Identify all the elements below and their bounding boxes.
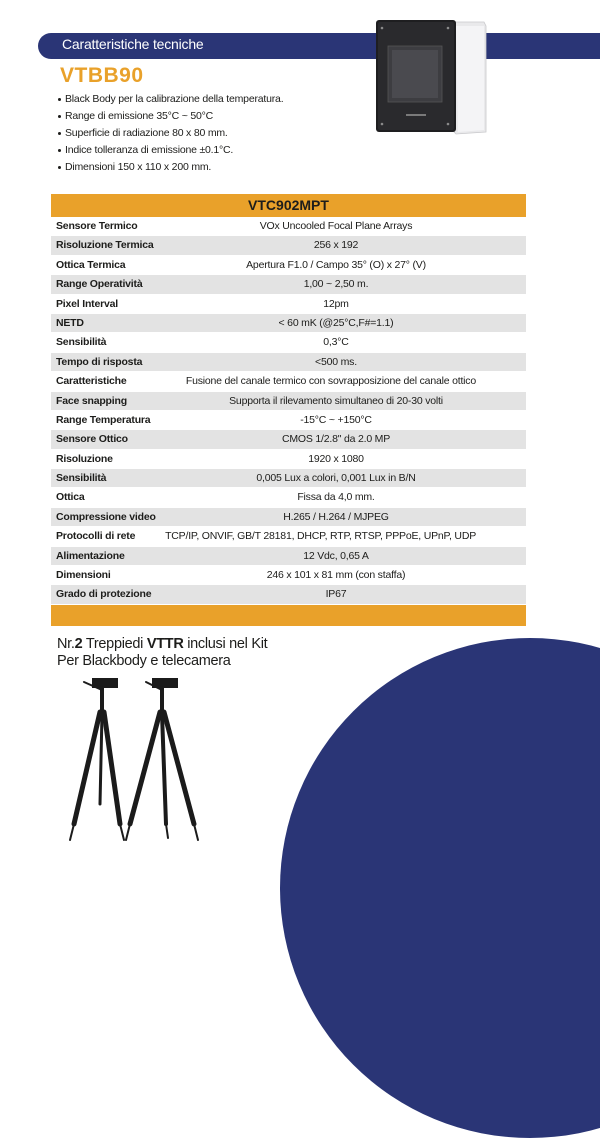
spec-label: Sensore Termico xyxy=(56,220,138,232)
spec-row xyxy=(51,236,526,255)
spec-table-title: VTC902MPT xyxy=(51,194,526,217)
tripod-caption-prefix: Nr. xyxy=(57,636,75,652)
spec-row xyxy=(51,217,526,236)
product-bullet-list xyxy=(58,91,283,176)
tripod-caption xyxy=(57,636,267,670)
section-title: Caratteristiche tecniche xyxy=(62,36,204,52)
spec-label: Compressione video xyxy=(56,510,156,523)
spec-value: H.265 / H.264 / MJPEG xyxy=(283,510,389,523)
spec-value: Apertura F1.0 / Campo 35° (O) x 27° (V) xyxy=(246,258,426,271)
spec-row xyxy=(51,256,526,275)
spec-row xyxy=(51,566,526,585)
spec-label: Tempo di risposta xyxy=(56,355,143,368)
spec-label: Sensibilità xyxy=(56,472,107,485)
spec-value: Supporta il rilevamento simultaneo di 20-30 volti xyxy=(229,394,443,407)
bullet-item: Dimensioni 150 x 110 x 200 mm. xyxy=(58,159,283,176)
spec-row xyxy=(51,314,526,333)
spec-table xyxy=(51,194,526,626)
spec-value: 256 x 192 xyxy=(313,239,359,252)
spec-label: Face snapping xyxy=(56,394,127,407)
spec-label: NETD xyxy=(56,316,84,329)
spec-table-footer-bar xyxy=(51,605,526,626)
spec-label: Grado di protezione xyxy=(56,588,152,601)
spec-row xyxy=(51,547,526,566)
tripods-image xyxy=(62,674,232,844)
spec-value: 1,00 ~ 2,50 m. xyxy=(303,278,369,291)
tripod-caption-line2: Per Blackbody e telecamera xyxy=(57,653,231,669)
spec-row xyxy=(51,333,526,352)
spec-value: VOx Uncooled Focal Plane Arrays xyxy=(259,220,413,232)
spec-value: TCP/IP, ONVIF, GB/T 28181, DHCP, RTP, RTSP, PPPoE, UPnP, UDP xyxy=(165,530,476,543)
spec-row xyxy=(51,411,526,430)
spec-row xyxy=(51,450,526,469)
spec-value: < 60 mK (@25°C,F#=1.1) xyxy=(278,316,394,329)
spec-value: CMOS 1/2.8" da 2.0 MP xyxy=(281,433,391,446)
spec-value: -15°C ~ +150°C xyxy=(300,413,372,426)
spec-label: Sensibilità xyxy=(56,336,107,349)
bullet-item: Indice tolleranza di emissione ±0.1°C. xyxy=(58,142,283,159)
spec-value: 12 Vdc, 0,65 A xyxy=(303,549,369,562)
spec-row xyxy=(51,585,526,604)
tripod-caption-mid: Treppiedi xyxy=(82,636,147,652)
spec-row xyxy=(51,353,526,372)
spec-value: 1920 x 1080 xyxy=(308,452,364,465)
spec-value: Fissa da 4,0 mm. xyxy=(297,491,375,504)
spec-label: Pixel Interval xyxy=(56,297,118,310)
spec-row xyxy=(51,275,526,294)
spec-label: Sensore Ottico xyxy=(56,433,128,446)
spec-label: Dimensioni xyxy=(56,569,111,582)
spec-value: 0,3°C xyxy=(323,336,349,349)
tripod-caption-suffix: inclusi nel Kit xyxy=(183,636,268,652)
spec-value: Fusione del canale termico con sovrapposizione del canale ottico xyxy=(185,375,476,388)
spec-table-body xyxy=(51,217,526,605)
tripod-count: 2 xyxy=(74,636,83,652)
tripod-model: VTTR xyxy=(146,636,184,652)
spec-row xyxy=(51,295,526,314)
spec-label: Alimentazione xyxy=(56,549,125,562)
spec-value: 246 x 101 x 81 mm (con staffa) xyxy=(266,569,406,582)
decorative-blue-circle xyxy=(280,638,600,1138)
spec-value: <500 ms. xyxy=(315,355,357,368)
spec-value: 12pm xyxy=(323,297,349,310)
spec-label: Protocolli di rete xyxy=(56,530,136,543)
product-title: VTBB90 xyxy=(60,64,144,87)
spec-label: Range Operatività xyxy=(56,278,143,291)
spec-row xyxy=(51,430,526,449)
spec-value: 0,005 Lux a colori, 0,001 Lux in B/N xyxy=(256,472,416,485)
spec-row xyxy=(51,508,526,527)
spec-row xyxy=(51,527,526,546)
bullet-item: Superficie di radiazione 80 x 80 mm. xyxy=(58,125,283,142)
bullet-item: Black Body per la calibrazione della temperatura. xyxy=(58,91,283,108)
spec-label: Range Temperatura xyxy=(56,413,151,426)
spec-label: Ottica Termica xyxy=(56,258,126,271)
blackbody-device-image xyxy=(372,18,490,138)
spec-label: Ottica xyxy=(56,491,85,504)
spec-label: Risoluzione xyxy=(56,452,113,465)
spec-label: Caratteristiche xyxy=(56,375,127,388)
spec-row xyxy=(51,392,526,411)
spec-row xyxy=(51,469,526,488)
bullet-item: Range di emissione 35°C ~ 50°C xyxy=(58,108,283,125)
spec-row xyxy=(51,372,526,391)
spec-label: Risoluzione Termica xyxy=(56,239,154,252)
spec-row xyxy=(51,488,526,507)
spec-value: IP67 xyxy=(325,588,347,601)
